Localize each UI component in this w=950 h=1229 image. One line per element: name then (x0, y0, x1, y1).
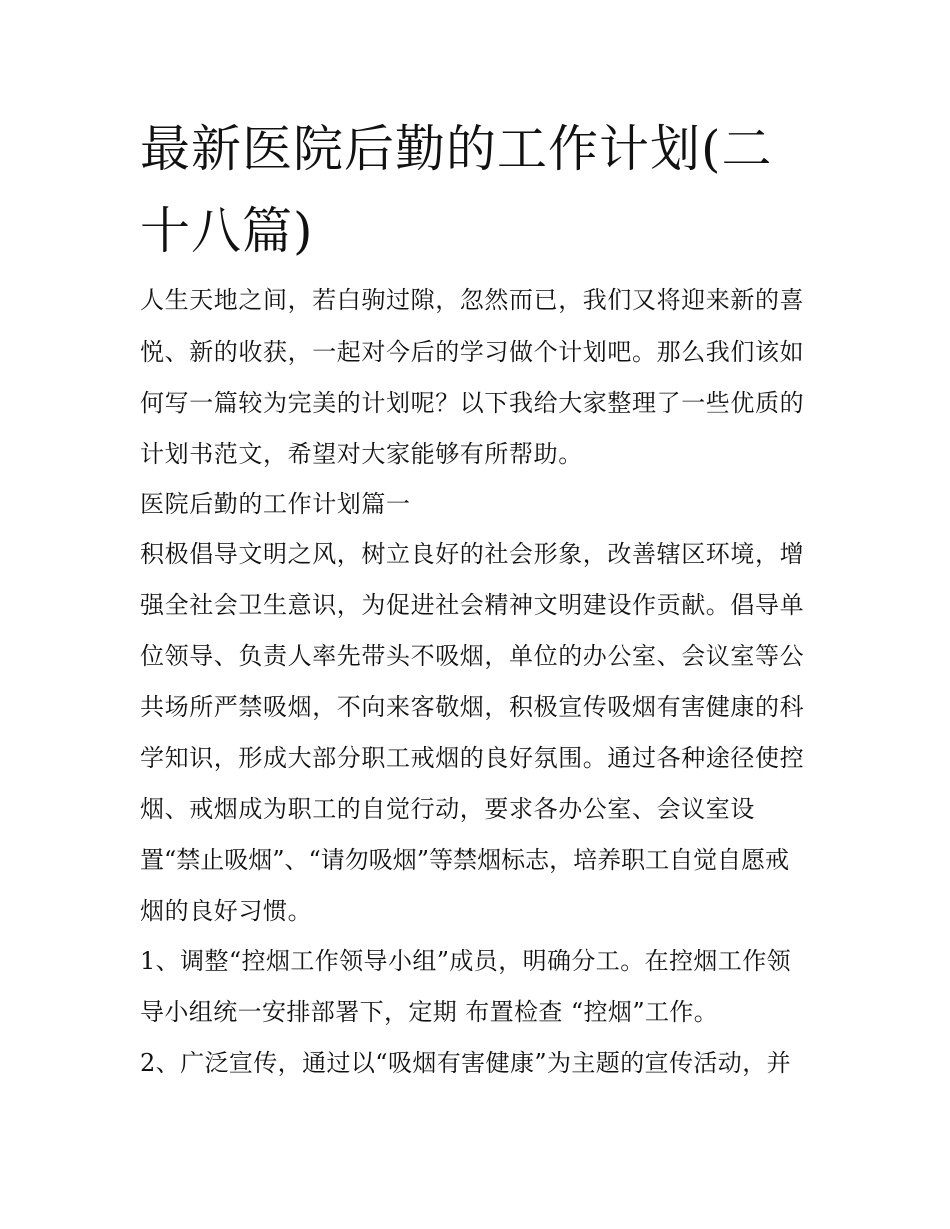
paragraph-line-7: 置“禁止吸烟”、“请勿吸烟”等禁烟标志，培养职工自觉自愿戒 (140, 846, 790, 874)
paragraph-line-4: 共场所严禁吸烟，不向来客敬烟，积极宣传吸烟有害健康的科 (140, 693, 805, 721)
paragraph-line-8: 烟的良好习惯。 (140, 897, 313, 925)
paragraph-line-2: 强全社会卫生意识，为促进社会精神文明建设作贡献。倡导单 (140, 591, 805, 619)
paragraph-line-5: 学知识，形成大部分职工戒烟的良好氛围。通过各种途径使控 (140, 744, 805, 772)
intro-line-2: 悦、新的收获，一起对今后的学习做个计划吧。那么我们该如 (140, 338, 805, 366)
list-item-1-line-1: 1、调整“控烟工作领导小组”成员，明确分工。在控烟工作领 (140, 947, 792, 975)
paragraph-line-1: 积极倡导文明之风，树立良好的社会形象，改善辖区环境，增 (140, 540, 805, 568)
section-heading: 医院后勤的工作计划篇一 (140, 490, 411, 518)
list-item-2-line-1: 2、广泛宣传，通过以“吸烟有害健康”为主题的宣传活动，并 (140, 1049, 792, 1077)
paragraph-line-6: 烟、戒烟成为职工的自觉行动，要求各办公室、会议室设 (140, 795, 755, 823)
list-item-1-line-2: 导小组统一安排部署下，定期 布置检查 “控烟”工作。 (140, 998, 719, 1026)
intro-line-4: 计划书范文，希望对大家能够有所帮助。 (140, 440, 583, 468)
document-title: 最新医院后勤的工作计划(二十八篇) (140, 120, 773, 260)
paragraph-line-3: 位领导、负责人率先带头不吸烟，单位的办公室、会议室等公 (140, 642, 805, 670)
intro-line-3: 何写一篇较为完美的计划呢？以下我给大家整理了一些优质的 (140, 389, 805, 417)
intro-line-1: 人生天地之间，若白驹过隙，忽然而已，我们又将迎来新的喜 (140, 286, 805, 314)
